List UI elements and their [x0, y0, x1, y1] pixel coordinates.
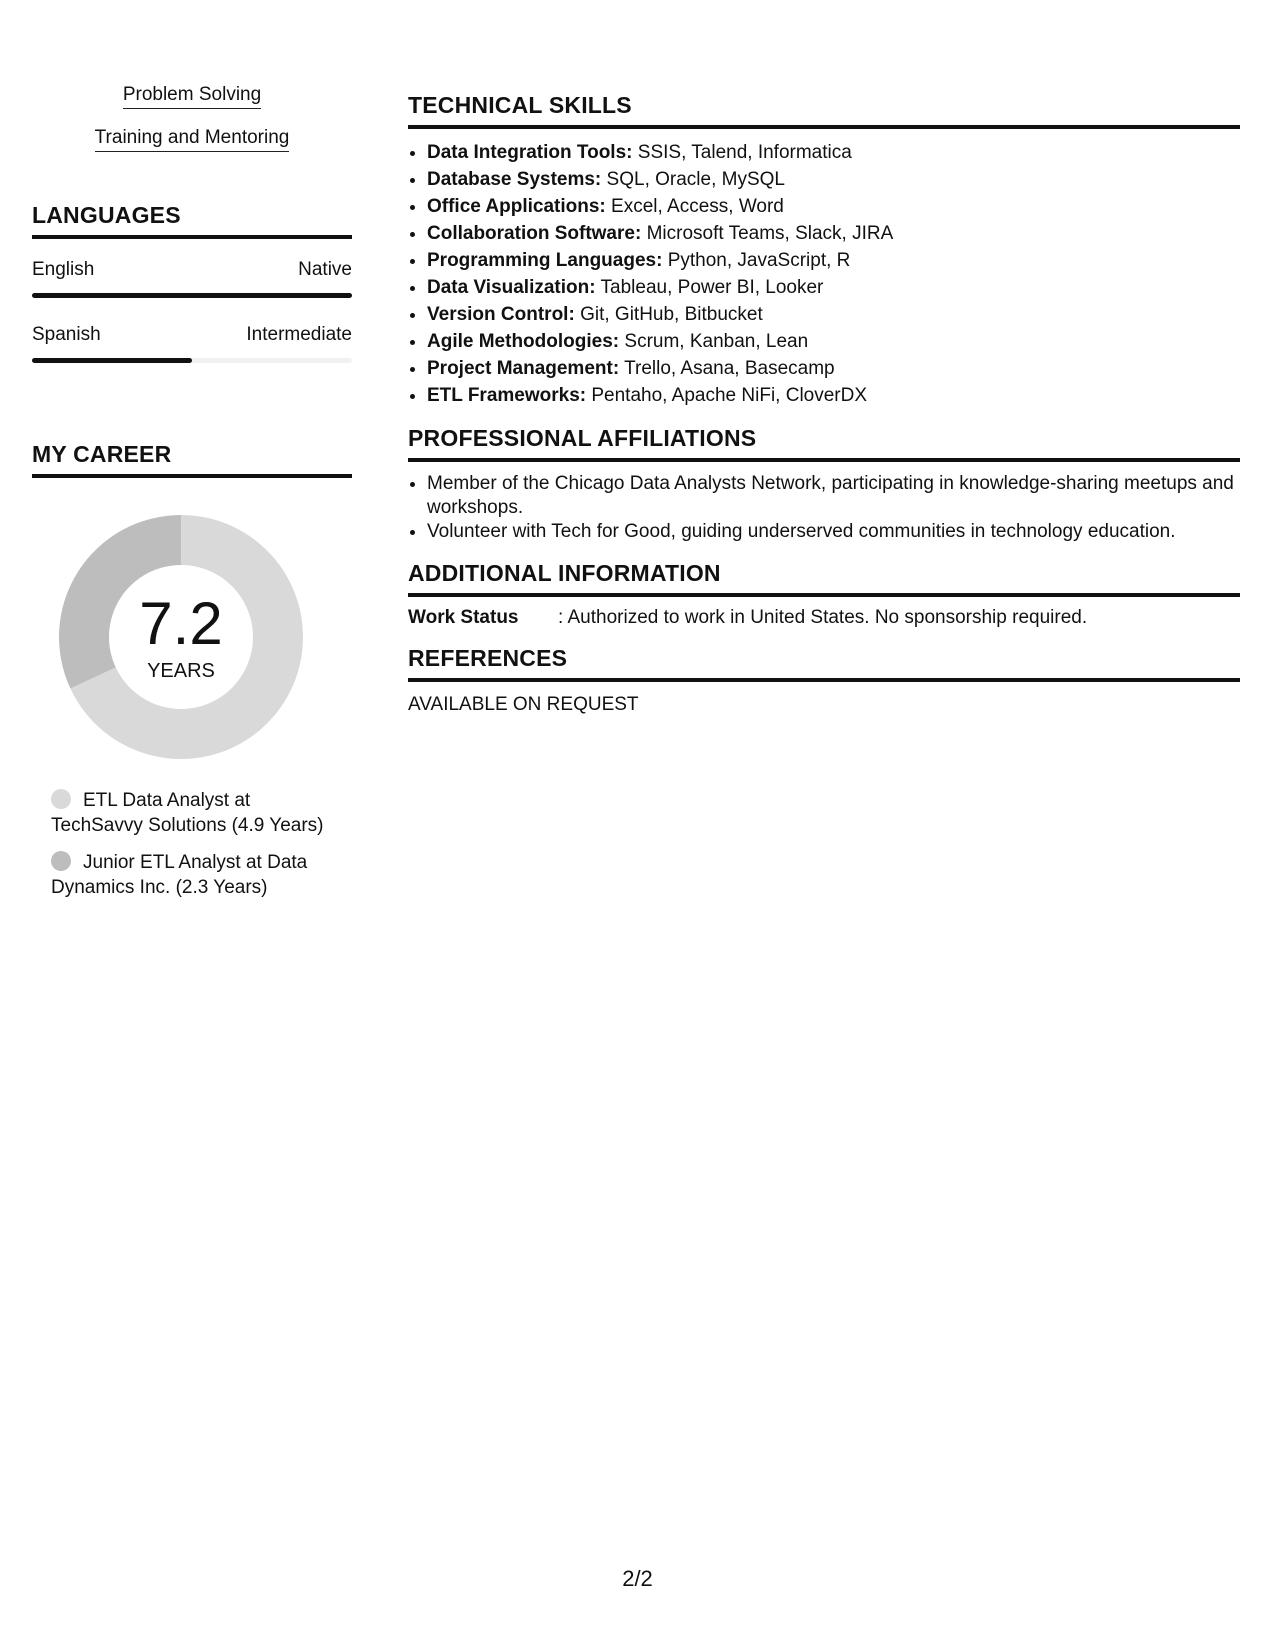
- career-title: MY CAREER: [32, 441, 352, 478]
- skill-label: Version Control:: [427, 304, 575, 325]
- skill-value: Microsoft Teams, Slack, JIRA: [646, 223, 894, 244]
- language-item: [32, 324, 352, 363]
- work-status-value: : Authorized to work in United States. No sponsorship required.: [558, 607, 1088, 628]
- language-bar-fill: [32, 293, 352, 298]
- list-item: [427, 193, 1240, 220]
- list-item: [427, 139, 1240, 166]
- skill-value: Git, GitHub, Bitbucket: [580, 304, 763, 325]
- references-section: [408, 645, 1240, 716]
- legend-dot: [51, 789, 71, 809]
- skill-label: Programming Languages:: [427, 250, 663, 271]
- skill-value: Pentaho, Apache NiFi, CloverDX: [591, 385, 868, 406]
- right-column: [408, 92, 1240, 732]
- language-name: English: [32, 259, 95, 280]
- skill-value: Trello, Asana, Basecamp: [624, 358, 835, 379]
- skill-label: Office Applications:: [427, 196, 606, 217]
- skill-label: ETL Frameworks:: [427, 385, 587, 406]
- legend-item: [51, 850, 341, 900]
- skill-value: SSIS, Talend, Informatica: [637, 142, 852, 163]
- skill-label: Data Visualization:: [427, 277, 596, 298]
- skill-tag: Training and Mentoring: [95, 127, 290, 152]
- list-item: • Member of the Chicago Data Analysts Network, participating in knowledge-sharing meetups and workshops.: [427, 472, 1240, 520]
- skill-value: Excel, Access, Word: [611, 196, 784, 217]
- language-level: Intermediate: [246, 324, 352, 345]
- list-item: [427, 247, 1240, 274]
- additional-section: [408, 560, 1240, 629]
- languages-section: [32, 202, 352, 363]
- skill-value: Scrum, Kanban, Lean: [624, 331, 809, 352]
- list-item: [427, 274, 1240, 301]
- technical-skills-title: TECHNICAL SKILLS: [408, 92, 1240, 129]
- skill-value: Python, JavaScript, R: [667, 250, 851, 271]
- affiliations-section: [408, 425, 1240, 544]
- language-bar: [32, 358, 352, 363]
- skill-label: Project Management:: [427, 358, 620, 379]
- affiliations-title: PROFESSIONAL AFFILIATIONS: [408, 425, 1240, 462]
- career-section: [32, 441, 352, 900]
- language-bar-fill: [32, 358, 192, 363]
- list-item: [427, 328, 1240, 355]
- legend-label: ETL Data Analyst at TechSavvy Solutions (4.9 Years): [51, 790, 324, 836]
- career-total-value: 7.2: [139, 590, 223, 657]
- career-total-unit: YEARS: [147, 660, 215, 682]
- list-item: • Volunteer with Tech for Good, guiding underserved communities in technology education.: [427, 520, 1240, 544]
- skill-label: Database Systems:: [427, 169, 602, 190]
- list-item: [427, 166, 1240, 193]
- skill-value: Tableau, Power BI, Looker: [600, 277, 824, 298]
- legend-label: Junior ETL Analyst at Data Dynamics Inc. (2.3 Years): [51, 852, 308, 898]
- technical-skills-section: [408, 92, 1240, 409]
- legend-item: [51, 788, 341, 838]
- additional-title: ADDITIONAL INFORMATION: [408, 560, 1240, 597]
- technical-skills-list: [408, 139, 1240, 409]
- list-item: [427, 220, 1240, 247]
- left-column: [32, 84, 352, 912]
- affiliations-list: [408, 472, 1240, 544]
- skill-label: Agile Methodologies:: [427, 331, 620, 352]
- list-item: [427, 301, 1240, 328]
- references-text: AVAILABLE ON REQUEST: [408, 694, 639, 715]
- work-status-label: Work Status: [408, 607, 519, 628]
- language-level: Native: [298, 259, 352, 280]
- skill-label: Collaboration Software:: [427, 223, 642, 244]
- skill-value: SQL, Oracle, MySQL: [606, 169, 785, 190]
- list-item: [427, 382, 1240, 409]
- legend-dot: [51, 851, 71, 871]
- list-item: [427, 355, 1240, 382]
- skill-tag: Problem Solving: [123, 84, 261, 109]
- language-item: [32, 259, 352, 298]
- language-bar: [32, 293, 352, 298]
- page-number: 2/2: [622, 1566, 653, 1591]
- skill-label: Data Integration Tools:: [427, 142, 633, 163]
- career-donut: [56, 512, 306, 762]
- work-status-row: [408, 607, 1240, 629]
- career-legend: [51, 788, 341, 900]
- languages-title: LANGUAGES: [32, 202, 352, 239]
- language-name: Spanish: [32, 324, 101, 345]
- references-title: REFERENCES: [408, 645, 1240, 682]
